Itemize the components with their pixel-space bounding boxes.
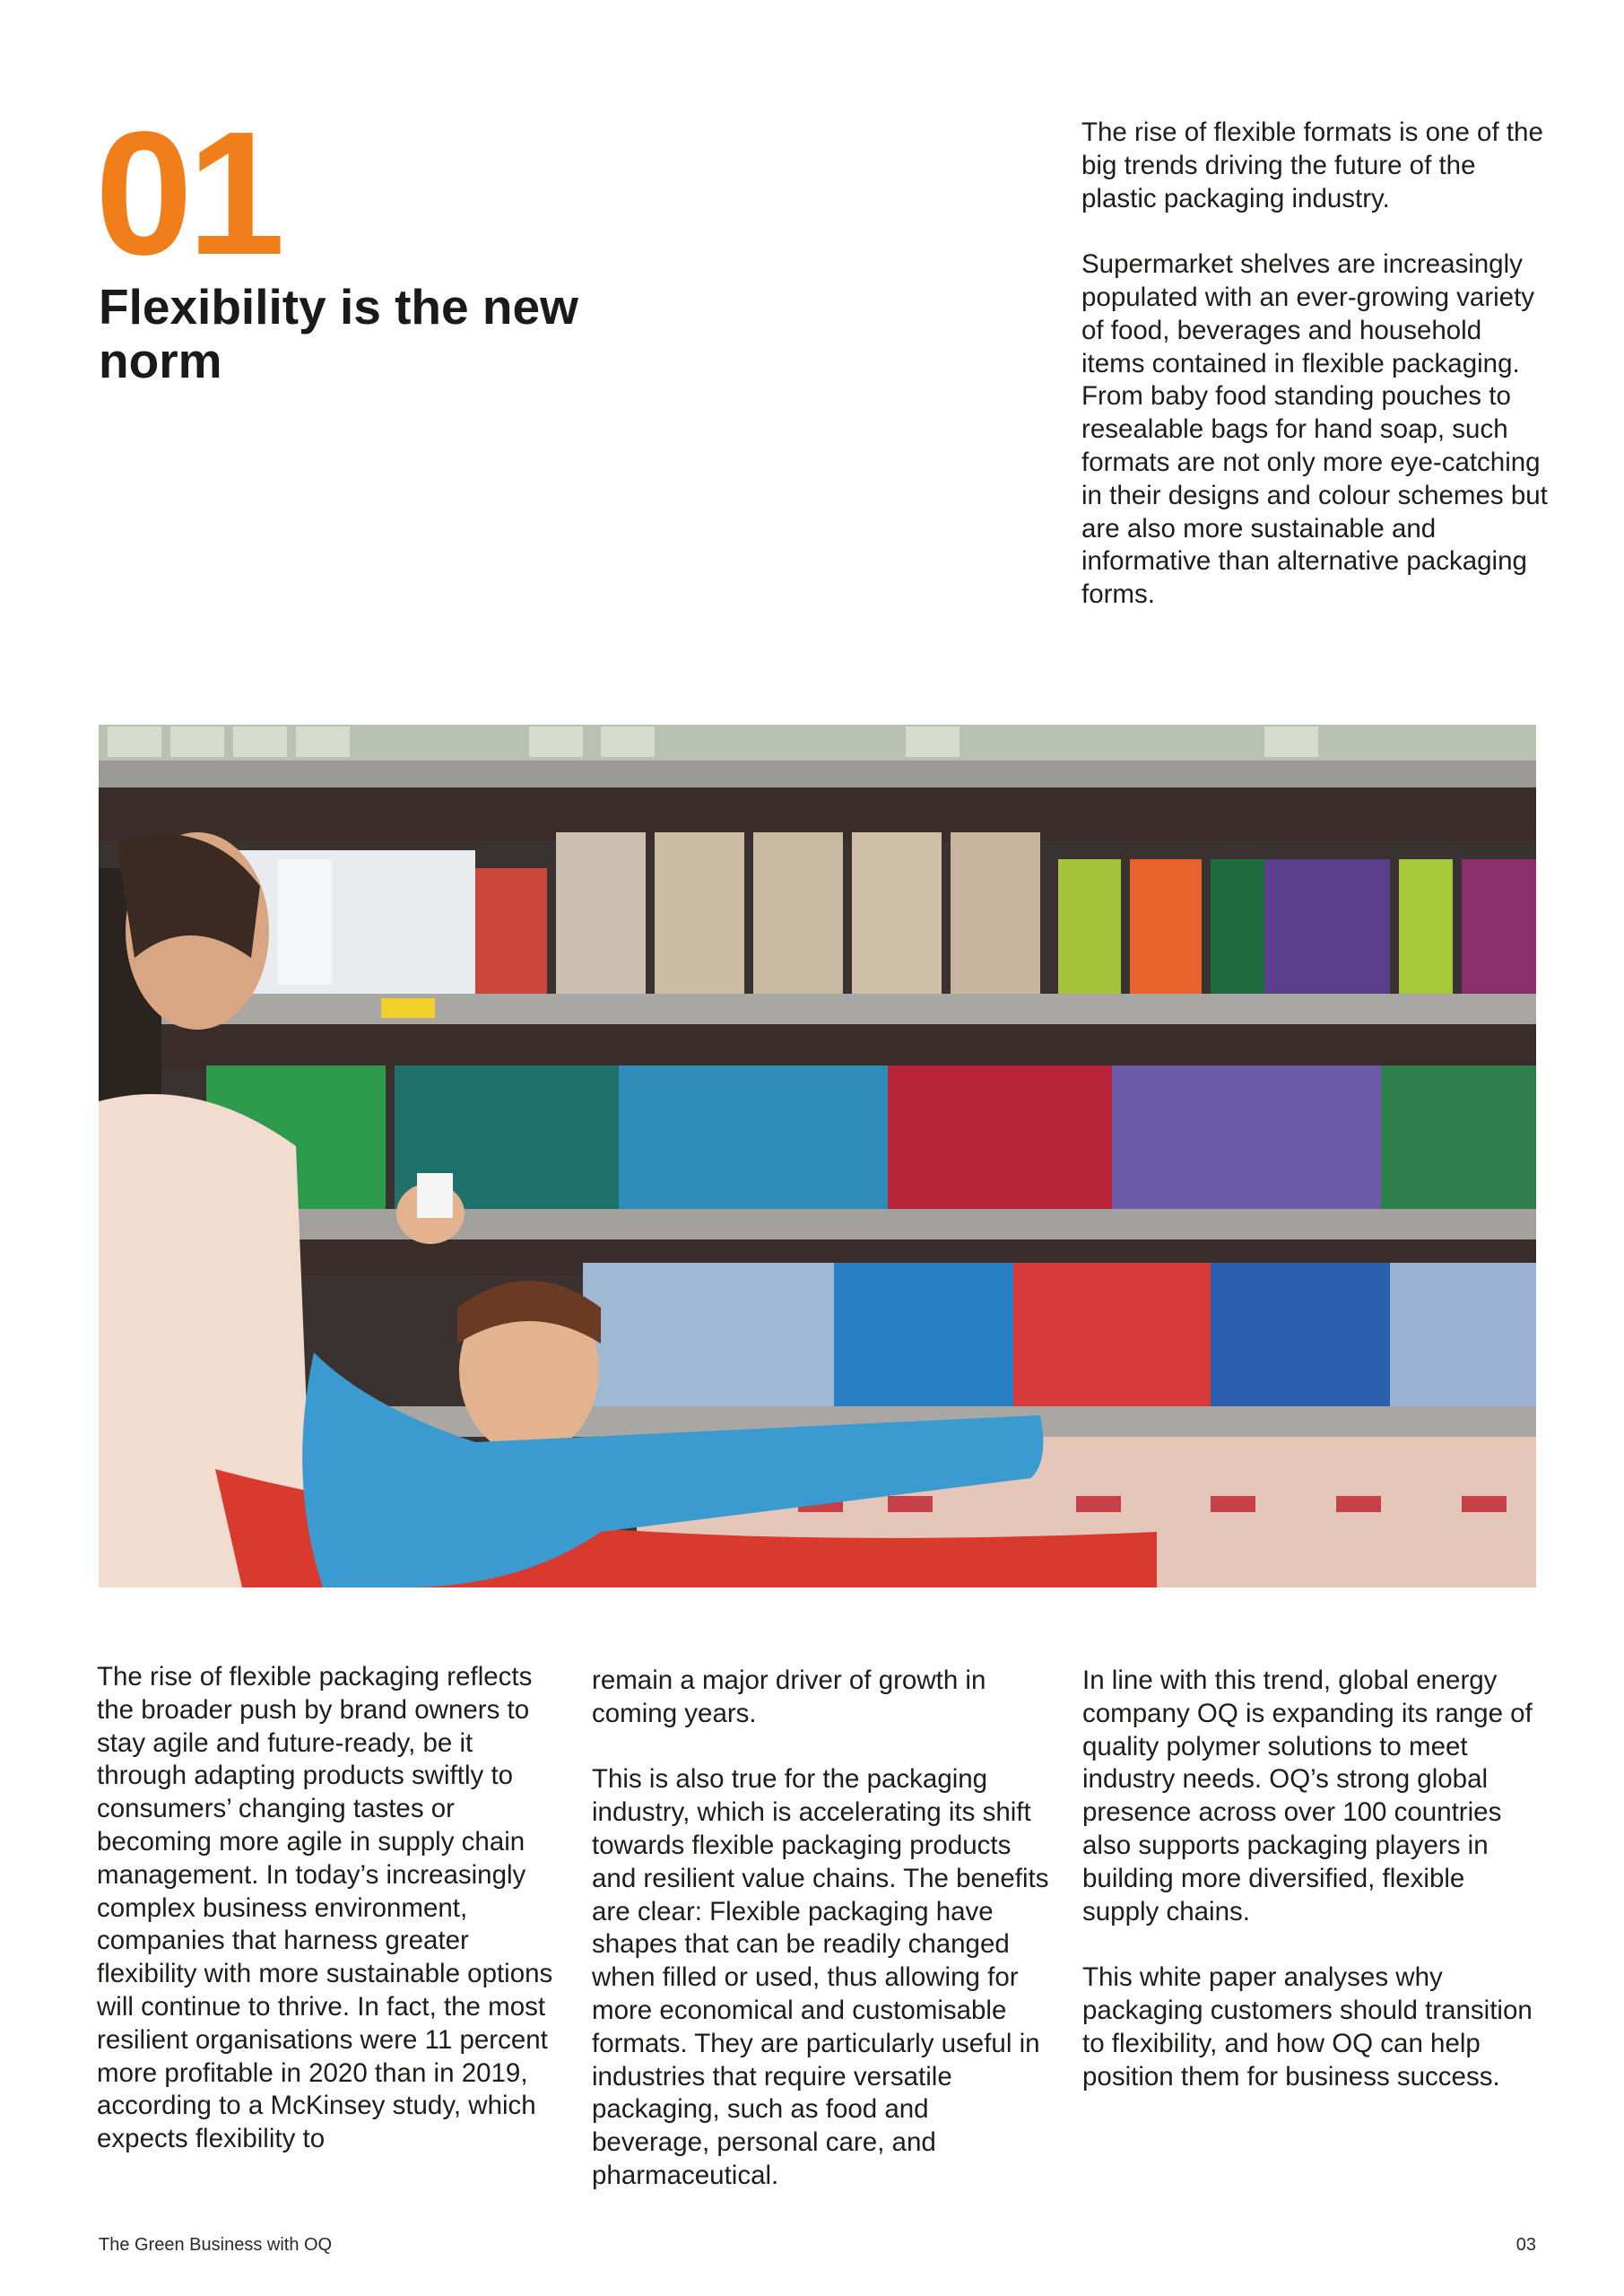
chapter-title: Flexibility is the new norm (99, 279, 578, 388)
intro-paragraph-2: Supermarket shelves are increasingly populated with an ever-growing variety of food, beverages and household items contained in flexible packaging. From baby food standing pouches to resealable bags for hand soap, such formats are not only more eye-catching in their designs and colour schemes but are also more sustainable and informative than alternative packaging forms. (1081, 249, 1548, 610)
body-paragraph: The rise of flexible packaging reflects the broader push by brand owners to stay agile and future-ready, be it through adapting products swiftly to consumers’ changing tastes or becoming more agile in supply chain management. In today’s increasingly complex business environment, companies that harness greater flexibility with more sustainable options will continue to thrive. In fact, the most resilient organisations were 11 percent more profitable in 2020 than in 2019, according to a McKinsey study, which expects flexibility to (97, 1662, 553, 2154)
intro-text (1081, 117, 1548, 645)
chapter-number: 01 (95, 95, 281, 291)
footer-publication: The Green Business with OQ (99, 2235, 333, 2255)
body-column-1 (97, 1661, 554, 2189)
intro-paragraph-1: The rise of flexible formats is one of the big trends driving the future of the plastic packaging industry. (1081, 117, 1543, 213)
body-column-2 (592, 1665, 1049, 2226)
body-column-3 (1082, 1665, 1540, 2126)
page-number: 03 (1515, 2235, 1536, 2255)
supermarket-photo (99, 725, 1536, 1587)
body-paragraph: remain a major driver of growth in coming years. (592, 1665, 986, 1728)
body-paragraph: This white paper analyses why packaging customers should transition to flexibility, and how OQ can help position them for business success. (1082, 1962, 1533, 2092)
body-paragraph: This is also true for the packaging industry, which is accelerating its shift towards flexible packaging products and resilient value chains. The benefits are clear: Flexible packaging have shapes that can be readily changed when filled or used, thus allowing for more economical and customisable formats. They are particularly useful in industries that require versatile packaging, such as food and beverage, personal care, and pharmaceutical. (592, 1764, 1049, 2190)
body-paragraph: In line with this trend, global energy company OQ is expanding its range of quality polymer solutions to meet industry needs. OQ’s strong global presence across over 100 countries also supports packaging players in building more diversified, flexible supply chains. (1082, 1665, 1533, 1926)
